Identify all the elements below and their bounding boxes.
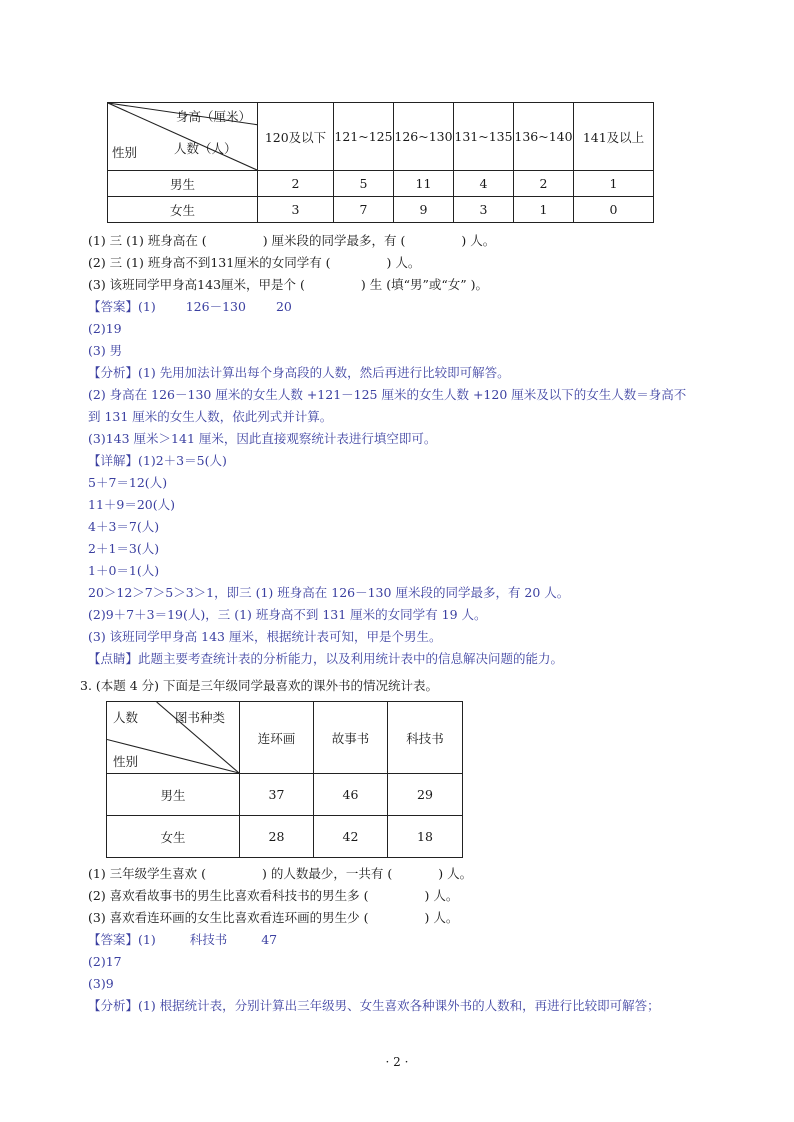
q2-answer: 【答案】(1) 126－130 20: [88, 299, 292, 314]
q3-sub1: (1) 三年级学生喜欢 ( ) 的人数最少，一共有 ( ) 人。: [88, 866, 473, 881]
q2-sub2: (2) 三 (1) 班身高不到131厘米的女同学有 ( ) 人。: [88, 255, 421, 270]
q2-detail-line: 2＋1＝3(人): [88, 541, 160, 556]
q2-detail-line: 1＋0＝1(人): [88, 563, 160, 578]
table-cell: 5: [334, 171, 394, 197]
q3-answer-2: (2)17: [88, 954, 122, 969]
q2-analysis-3: (3)143 厘米＞141 厘米，因此直接观察统计表进行填空即可。: [88, 431, 437, 446]
q2-detail-line: 4＋3＝7(人): [88, 519, 160, 534]
column-header: 131~135: [454, 103, 514, 171]
column-header: 136~140: [514, 103, 574, 171]
q2-analysis-2b: 到 131 厘米的女生人数，依此列式并计算。: [88, 409, 333, 424]
table-cell: 3: [258, 197, 334, 223]
diagonal-header-cell: [107, 702, 240, 774]
q2-detail-line: (2)9＋7＋3＝19(人)，三 (1) 班身高不到 131 厘米的女同学有 19 人。: [88, 607, 487, 622]
q2-point: 【点睛】此题主要考查统计表的分析能力，以及利用统计表中的信息解决问题的能力。: [88, 651, 564, 666]
table-cell: 18: [388, 816, 463, 858]
height-stats-table: [107, 102, 654, 223]
table-cell: 29: [388, 774, 463, 816]
table-cell: 2: [514, 171, 574, 197]
header-count-label: 人数（人）: [174, 141, 237, 156]
table-cell: 37: [240, 774, 314, 816]
page-number: · 2 ·: [385, 1055, 409, 1069]
q2-answer-2: (2)19: [88, 321, 122, 336]
row-label: 女生: [107, 816, 240, 858]
q2-detail-line: (3) 该班同学甲身高 143 厘米，根据统计表可知，甲是个男生。: [88, 629, 442, 644]
q3-answer: 【答案】(1) 科技书 47: [88, 932, 278, 947]
table-cell: 0: [574, 197, 654, 223]
table-cell: 4: [454, 171, 514, 197]
q3-analysis-1: 【分析】(1) 根据统计表，分别计算出三年级男、女生喜欢各种课外书的人数和，再进行比较即可解答；: [88, 998, 660, 1013]
q2-analysis-2a: (2) 身高在 126－130 厘米的女生人数 +121－125 厘米的女生人数 +120 厘米及以下的女生人数＝身高不: [88, 387, 687, 402]
q2-detail-line: 【详解】(1)2＋3＝5(人): [88, 453, 227, 468]
column-header: 141及以上: [574, 103, 654, 171]
q2-analysis-1: 【分析】(1) 先用加法计算出每个身高段的人数，然后再进行比较即可解答。: [88, 365, 510, 380]
table-row: [107, 816, 463, 858]
column-header: 故事书: [314, 702, 388, 774]
column-header: 126~130: [394, 103, 454, 171]
column-header: 连环画: [240, 702, 314, 774]
row-label: 男生: [108, 171, 258, 197]
q2-detail-line: 20＞12＞7＞5＞3＞1，即三 (1) 班身高在 126－130 厘米段的同学最多，有 20 人。: [88, 585, 570, 600]
row-label: 女生: [108, 197, 258, 223]
q2-answer-3: (3) 男: [88, 343, 123, 358]
table-row: [107, 774, 463, 816]
table-cell: 28: [240, 816, 314, 858]
q3-stem: 3. (本题 4 分) 下面是三年级同学最喜欢的课外书的情况统计表。: [80, 678, 439, 693]
table-row: [108, 197, 654, 223]
q3-sub3: (3) 喜欢看连环画的女生比喜欢看连环画的男生少 ( ) 人。: [88, 910, 459, 925]
table-cell: 1: [574, 171, 654, 197]
row-label: 男生: [107, 774, 240, 816]
q2-detail-line: 5＋7＝12(人): [88, 475, 168, 490]
diagonal-header-cell: [108, 103, 258, 171]
q3-answer-3: (3)9: [88, 976, 114, 991]
table-cell: 1: [514, 197, 574, 223]
header-count-label: 人数: [113, 710, 139, 725]
q2-sub1: (1) 三 (1) 班身高在 ( ) 厘米段的同学最多，有 ( ) 人。: [88, 233, 496, 248]
column-header: 121~125: [334, 103, 394, 171]
table-cell: 3: [454, 197, 514, 223]
header-gender-label: 性别: [112, 145, 138, 160]
header-height-label: 身高（厘米）: [175, 109, 251, 124]
table-cell: 7: [334, 197, 394, 223]
table-row: [108, 171, 654, 197]
table-cell: 46: [314, 774, 388, 816]
q3-sub2: (2) 喜欢看故事书的男生比喜欢看科技书的男生多 ( ) 人。: [88, 888, 459, 903]
header-book-type-label: 图书种类: [175, 710, 226, 725]
q2-sub3: (3) 该班同学甲身高143厘米，甲是个 ( ) 生 (填“男”或“女” )。: [88, 277, 489, 292]
header-gender-label: 性别: [113, 754, 139, 769]
column-header: 科技书: [388, 702, 463, 774]
table-cell: 9: [394, 197, 454, 223]
q2-detail-line: 11＋9＝20(人): [88, 497, 176, 512]
table-cell: 2: [258, 171, 334, 197]
book-stats-table: [106, 701, 463, 858]
table-cell: 11: [394, 171, 454, 197]
column-header: 120及以下: [258, 103, 334, 171]
table-cell: 42: [314, 816, 388, 858]
